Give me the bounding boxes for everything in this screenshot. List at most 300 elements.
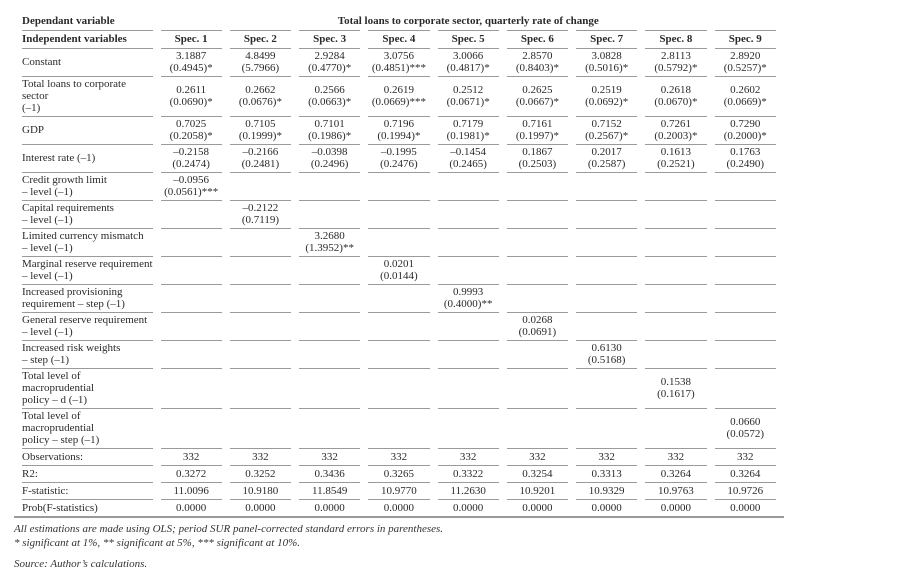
coef-cell-inner [715, 174, 776, 198]
std-error: (0.1617) [657, 388, 695, 400]
std-error: (0.0669)* [723, 96, 767, 108]
coef-cell-inner [715, 342, 776, 366]
coef-cell [368, 145, 429, 173]
coef-cell [507, 117, 568, 145]
std-error: (0.2521) [657, 158, 695, 170]
coef-cell-inner [299, 146, 360, 170]
coef-cell [161, 313, 222, 341]
stat-value: 0.3436 [299, 466, 360, 483]
coef-cell-inner [507, 258, 568, 282]
std-error: (0.4851)*** [371, 62, 426, 74]
std-error: (0.2567)* [585, 130, 629, 142]
coef-cell [368, 257, 429, 285]
coef-cell-inner [645, 146, 706, 170]
coef-value: 2.8920 [730, 50, 761, 62]
coef-cell-inner [299, 118, 360, 142]
coef-cell [438, 285, 499, 313]
stat-value: 0.0000 [383, 502, 415, 514]
coef-cell [230, 49, 291, 77]
coef-value: 0.2625 [522, 84, 553, 96]
coef-value: –0.2122 [242, 202, 279, 214]
coef-cell-inner [230, 258, 291, 282]
std-error: (0.0669)*** [371, 96, 426, 108]
stat-value: 10.9329 [576, 483, 637, 500]
std-error: (0.0691) [518, 326, 557, 338]
coef-cell-inner [715, 202, 776, 226]
coef-cell [576, 49, 637, 77]
std-error: (0.0663)* [308, 96, 352, 108]
coef-value: 0.1538 [660, 376, 692, 388]
std-error: (0.1986)* [308, 130, 352, 142]
coef-cell-inner [507, 286, 568, 310]
coef-cell-inner [368, 416, 429, 440]
coef-cell [715, 173, 776, 201]
coef-cell [230, 77, 291, 117]
coef-cell-inner [230, 146, 291, 170]
coef-value: 3.2680 [314, 230, 345, 242]
coef-cell-inner [368, 146, 429, 170]
stat-value: 10.9763 [645, 483, 706, 500]
row-label-line: – level (–1) [22, 186, 73, 198]
coef-cell [368, 369, 429, 409]
coef-cell-inner [576, 118, 637, 142]
coef-cell [299, 145, 360, 173]
coef-cell [438, 257, 499, 285]
coef-cell-inner [161, 84, 222, 108]
coef-cell-inner [161, 376, 222, 400]
stat-value: 0.3272 [161, 466, 222, 483]
table-row [22, 117, 776, 145]
std-error: (0.2000)* [723, 130, 767, 142]
coef-value: –0.2166 [242, 146, 279, 158]
std-error: (0.0572) [726, 428, 765, 440]
coef-cell-inner [299, 314, 360, 338]
coef-cell-inner [230, 376, 291, 400]
stat-value: 10.9770 [368, 483, 429, 500]
coef-cell [576, 313, 637, 341]
row-label-line: Total loans to corporate sector [22, 78, 127, 102]
stat-value: 332 [715, 449, 776, 466]
coef-value: 0.7290 [730, 118, 761, 130]
stat-value: 0.0000 [176, 502, 207, 514]
coef-cell-inner [645, 416, 706, 440]
coef-cell-inner [299, 174, 360, 198]
coef-cell-inner [368, 118, 429, 142]
coef-cell [438, 313, 499, 341]
coef-cell [368, 49, 429, 77]
coef-cell-inner [576, 84, 637, 108]
table-row [22, 313, 776, 341]
coef-cell-inner [645, 342, 706, 366]
coef-cell-inner [576, 342, 637, 366]
row-label-line: Limited currency mismatch [22, 230, 144, 242]
coef-cell-inner [645, 258, 706, 282]
std-error: (0.2481) [241, 158, 280, 170]
coef-cell-inner [368, 376, 429, 400]
coef-cell [299, 229, 360, 257]
coef-cell [161, 117, 222, 145]
row-label-line: Capital requirements [22, 202, 114, 214]
coef-cell-inner [368, 342, 429, 366]
stat-value: 0.3313 [576, 466, 637, 483]
stat-value: 11.2630 [438, 483, 499, 500]
coef-value: 0.2017 [591, 146, 622, 158]
regression-results-table [14, 12, 784, 518]
coef-cell-inner [230, 118, 291, 142]
coef-cell [507, 49, 568, 77]
spec-column-header: Spec. 5 [438, 30, 499, 49]
stat-label: Observations: [22, 449, 153, 466]
coef-cell [645, 257, 706, 285]
stat-value: 0.0000 [314, 502, 345, 514]
coef-cell [507, 313, 568, 341]
coef-cell [161, 341, 222, 369]
coef-value: 0.1867 [522, 146, 553, 158]
stat-value: 11.8549 [299, 483, 360, 500]
row-label-line: Increased risk weights [22, 342, 121, 354]
coef-cell [576, 285, 637, 313]
std-error: (0.2003)* [654, 130, 698, 142]
coef-cell-inner [230, 84, 291, 108]
coef-cell-inner [438, 84, 499, 108]
coef-cell [715, 145, 776, 173]
std-error: (0.0671)* [446, 96, 490, 108]
coef-cell-inner [507, 174, 568, 198]
coef-cell [507, 229, 568, 257]
std-error: (0.5016)* [585, 62, 629, 74]
std-error: (0.2058)* [169, 130, 213, 142]
coef-cell-inner [230, 202, 291, 226]
spec-column-header: Spec. 7 [576, 30, 637, 49]
coef-cell-inner [230, 416, 291, 440]
stat-value: 332 [161, 449, 222, 466]
coef-cell [230, 285, 291, 313]
coef-value: 0.2512 [453, 84, 484, 96]
row-label [22, 49, 153, 77]
coef-cell-inner [645, 286, 706, 310]
std-error: (0.0667)* [515, 96, 559, 108]
stat-value: 0.3265 [368, 466, 429, 483]
table-row [22, 341, 776, 369]
std-error: (0.4000)** [443, 298, 493, 310]
coef-cell [161, 201, 222, 229]
coef-cell [161, 77, 222, 117]
coef-cell [645, 313, 706, 341]
coef-cell [715, 341, 776, 369]
coef-cell [507, 369, 568, 409]
coef-cell-inner [299, 202, 360, 226]
coef-cell-inner [715, 50, 776, 74]
std-error: (0.2465) [449, 158, 487, 170]
coef-cell [576, 117, 637, 145]
coef-cell-inner [715, 118, 776, 142]
coef-cell [645, 341, 706, 369]
coef-cell [161, 173, 222, 201]
coef-cell [230, 173, 291, 201]
stat-value: 11.0096 [161, 483, 222, 500]
coef-cell [368, 229, 429, 257]
row-label-line: Marginal reserve requirement [22, 258, 153, 270]
coef-cell-inner [576, 286, 637, 310]
coef-cell-inner [299, 230, 360, 254]
row-label-line: – level (–1) [22, 214, 73, 226]
coef-cell-inner [438, 416, 499, 440]
std-error: (0.4945)* [169, 62, 213, 74]
coef-cell [576, 369, 637, 409]
row-label [22, 201, 153, 229]
std-error: (0.0144) [380, 270, 418, 282]
coef-cell-inner [438, 118, 499, 142]
row-label [22, 145, 153, 173]
coef-cell [161, 285, 222, 313]
coef-cell [576, 77, 637, 117]
row-label-line: (–1) [22, 102, 41, 114]
stat-label: F-statistic: [22, 483, 153, 500]
std-error: (0.4770)* [308, 62, 352, 74]
stat-value: 0.3252 [230, 466, 291, 483]
row-label-line: Total level of macroprudential [22, 410, 95, 434]
table-row [22, 173, 776, 201]
coef-cell-inner [438, 174, 499, 198]
row-label [22, 173, 153, 201]
coef-cell-inner [507, 118, 568, 142]
coef-cell-inner [438, 230, 499, 254]
coef-cell-inner [645, 314, 706, 338]
coef-cell-inner [438, 202, 499, 226]
coef-cell [161, 229, 222, 257]
coef-cell [368, 117, 429, 145]
coef-cell-inner [576, 174, 637, 198]
row-label [22, 313, 153, 341]
coef-cell [299, 173, 360, 201]
coef-cell [230, 229, 291, 257]
coef-cell [368, 409, 429, 449]
row-label [22, 229, 153, 257]
std-error: (5.7966) [241, 62, 280, 74]
stat-value: 332 [299, 449, 360, 466]
std-error: (0.0676)* [238, 96, 282, 108]
row-label [22, 341, 153, 369]
coef-cell [368, 77, 429, 117]
coef-cell-inner [507, 314, 568, 338]
coef-cell [715, 285, 776, 313]
coef-cell-inner [645, 230, 706, 254]
coef-cell-inner [507, 202, 568, 226]
row-label [22, 369, 153, 409]
coef-cell [576, 229, 637, 257]
coef-cell [230, 341, 291, 369]
coef-cell-inner [715, 258, 776, 282]
coef-cell [161, 369, 222, 409]
std-error: (0.0561)*** [164, 186, 219, 198]
stat-value: 0.0000 [660, 502, 692, 514]
coef-value: 3.0066 [453, 50, 484, 62]
coef-cell [299, 409, 360, 449]
coef-value: 0.2619 [383, 84, 415, 96]
coef-cell [507, 257, 568, 285]
coef-cell [645, 145, 706, 173]
coef-cell-inner [161, 202, 222, 226]
spec-column-header: Spec. 1 [161, 30, 222, 49]
coef-cell-inner [438, 286, 499, 310]
coef-value: 2.8113 [661, 50, 691, 62]
coef-cell-inner [645, 376, 706, 400]
row-label-line: policy – d (–1) [22, 394, 88, 406]
coef-cell-inner [507, 84, 568, 108]
coef-cell-inner [368, 286, 429, 310]
coef-cell-inner [507, 230, 568, 254]
coef-cell-inner [368, 174, 429, 198]
coef-cell [161, 257, 222, 285]
coef-value: 0.2611 [176, 84, 207, 96]
coef-cell-inner [230, 286, 291, 310]
coef-cell [438, 49, 499, 77]
std-error: (0.1999)* [238, 130, 282, 142]
coef-cell-inner [438, 376, 499, 400]
coef-cell [299, 285, 360, 313]
coef-cell-inner [299, 342, 360, 366]
coef-cell [438, 173, 499, 201]
coef-cell-inner [507, 342, 568, 366]
coef-cell [230, 117, 291, 145]
coef-cell [230, 201, 291, 229]
stat-value: 332 [368, 449, 429, 466]
coef-cell [507, 409, 568, 449]
coef-cell [715, 257, 776, 285]
coef-cell [368, 341, 429, 369]
coef-cell [438, 145, 499, 173]
coef-cell [299, 369, 360, 409]
coefficients-body [22, 49, 776, 449]
coef-cell [576, 341, 637, 369]
std-error: (0.2496) [310, 158, 349, 170]
coef-value: 0.1613 [660, 146, 692, 158]
std-error: (0.2476) [380, 158, 418, 170]
std-error: (0.1997)* [515, 130, 559, 142]
table-row [22, 285, 776, 313]
coef-cell [645, 229, 706, 257]
coef-cell-inner [299, 376, 360, 400]
coef-cell-inner [161, 286, 222, 310]
spec-column-header: Spec. 3 [299, 30, 360, 49]
coef-cell-inner [576, 416, 637, 440]
coef-cell-inner [230, 50, 291, 74]
coef-cell [299, 313, 360, 341]
coef-cell-inner [576, 146, 637, 170]
coef-cell-inner [715, 286, 776, 310]
coef-cell-inner [438, 146, 499, 170]
coef-cell-inner [645, 50, 706, 74]
coef-value: 0.7261 [660, 118, 692, 130]
std-error: (0.2503) [518, 158, 557, 170]
coef-cell-inner [715, 376, 776, 400]
stat-value: 332 [438, 449, 499, 466]
coef-cell [438, 229, 499, 257]
row-label-line: Total level of macroprudential [22, 370, 95, 394]
table-row [22, 201, 776, 229]
coef-value: 0.0268 [522, 314, 553, 326]
coef-cell [507, 341, 568, 369]
coef-cell [438, 409, 499, 449]
row-label [22, 257, 153, 285]
coef-cell-inner [715, 84, 776, 108]
coef-value: 0.9993 [453, 286, 484, 298]
table-row [22, 409, 776, 449]
table-notes [14, 522, 784, 571]
coef-cell [715, 313, 776, 341]
row-label-line: – level (–1) [22, 242, 73, 254]
stat-value: 0.3322 [438, 466, 499, 483]
coef-cell-inner [230, 314, 291, 338]
coef-value: –0.2158 [173, 146, 210, 158]
spec-header-row [22, 30, 776, 49]
coef-value: 4.8499 [245, 50, 276, 62]
coef-cell [161, 409, 222, 449]
stat-value: 0.0000 [245, 502, 276, 514]
coef-cell-inner [645, 174, 706, 198]
coef-cell-inner [299, 286, 360, 310]
coef-cell [576, 201, 637, 229]
stat-value: 0.3254 [507, 466, 568, 483]
coef-cell-inner [507, 146, 568, 170]
coef-value: 3.0828 [591, 50, 622, 62]
stat-row [22, 500, 776, 516]
significance-note: * significant at 1%, ** significant at 5%, *** significant at 10%. [14, 537, 300, 549]
coef-cell-inner [576, 230, 637, 254]
coef-value: 0.7105 [245, 118, 276, 130]
std-error: (0.1981)* [446, 130, 490, 142]
stat-value: 0.3264 [715, 466, 776, 483]
coef-cell [715, 49, 776, 77]
coef-cell-inner [299, 84, 360, 108]
coef-cell [368, 313, 429, 341]
spec-column-header: Spec. 8 [645, 30, 706, 49]
table-row [22, 369, 776, 409]
coef-cell-inner [230, 230, 291, 254]
coef-cell [507, 285, 568, 313]
dependent-variable-label: Dependant variable [22, 15, 115, 27]
coef-cell [645, 369, 706, 409]
coef-value: –0.0956 [173, 174, 210, 186]
coef-cell-inner [715, 416, 776, 440]
coef-cell [299, 49, 360, 77]
row-label-line: policy – step (–1) [22, 434, 100, 446]
coef-cell [645, 409, 706, 449]
coef-value: 3.1887 [176, 50, 207, 62]
coef-cell [507, 77, 568, 117]
coef-cell [368, 173, 429, 201]
stat-value: 0.0000 [591, 502, 622, 514]
std-error: (0.0670)* [654, 96, 698, 108]
coef-cell-inner [368, 314, 429, 338]
table-row [22, 145, 776, 173]
row-label-line: requirement – step (–1) [22, 298, 125, 310]
coef-value: 0.2519 [591, 84, 622, 96]
std-error: (0.2490) [726, 158, 765, 170]
table-row [22, 229, 776, 257]
dependent-variable-row [22, 12, 776, 30]
coef-value: –0.1454 [450, 146, 487, 158]
coef-cell-inner [161, 118, 222, 142]
coef-cell [715, 369, 776, 409]
source-note: Source: Author’s calculations. [14, 558, 148, 570]
coef-value: 2.8570 [522, 50, 553, 62]
std-error: (0.2474) [172, 158, 210, 170]
coef-value: 3.0756 [383, 50, 415, 62]
coef-cell-inner [161, 314, 222, 338]
coef-cell-inner [161, 50, 222, 74]
coef-cell-inner [161, 258, 222, 282]
